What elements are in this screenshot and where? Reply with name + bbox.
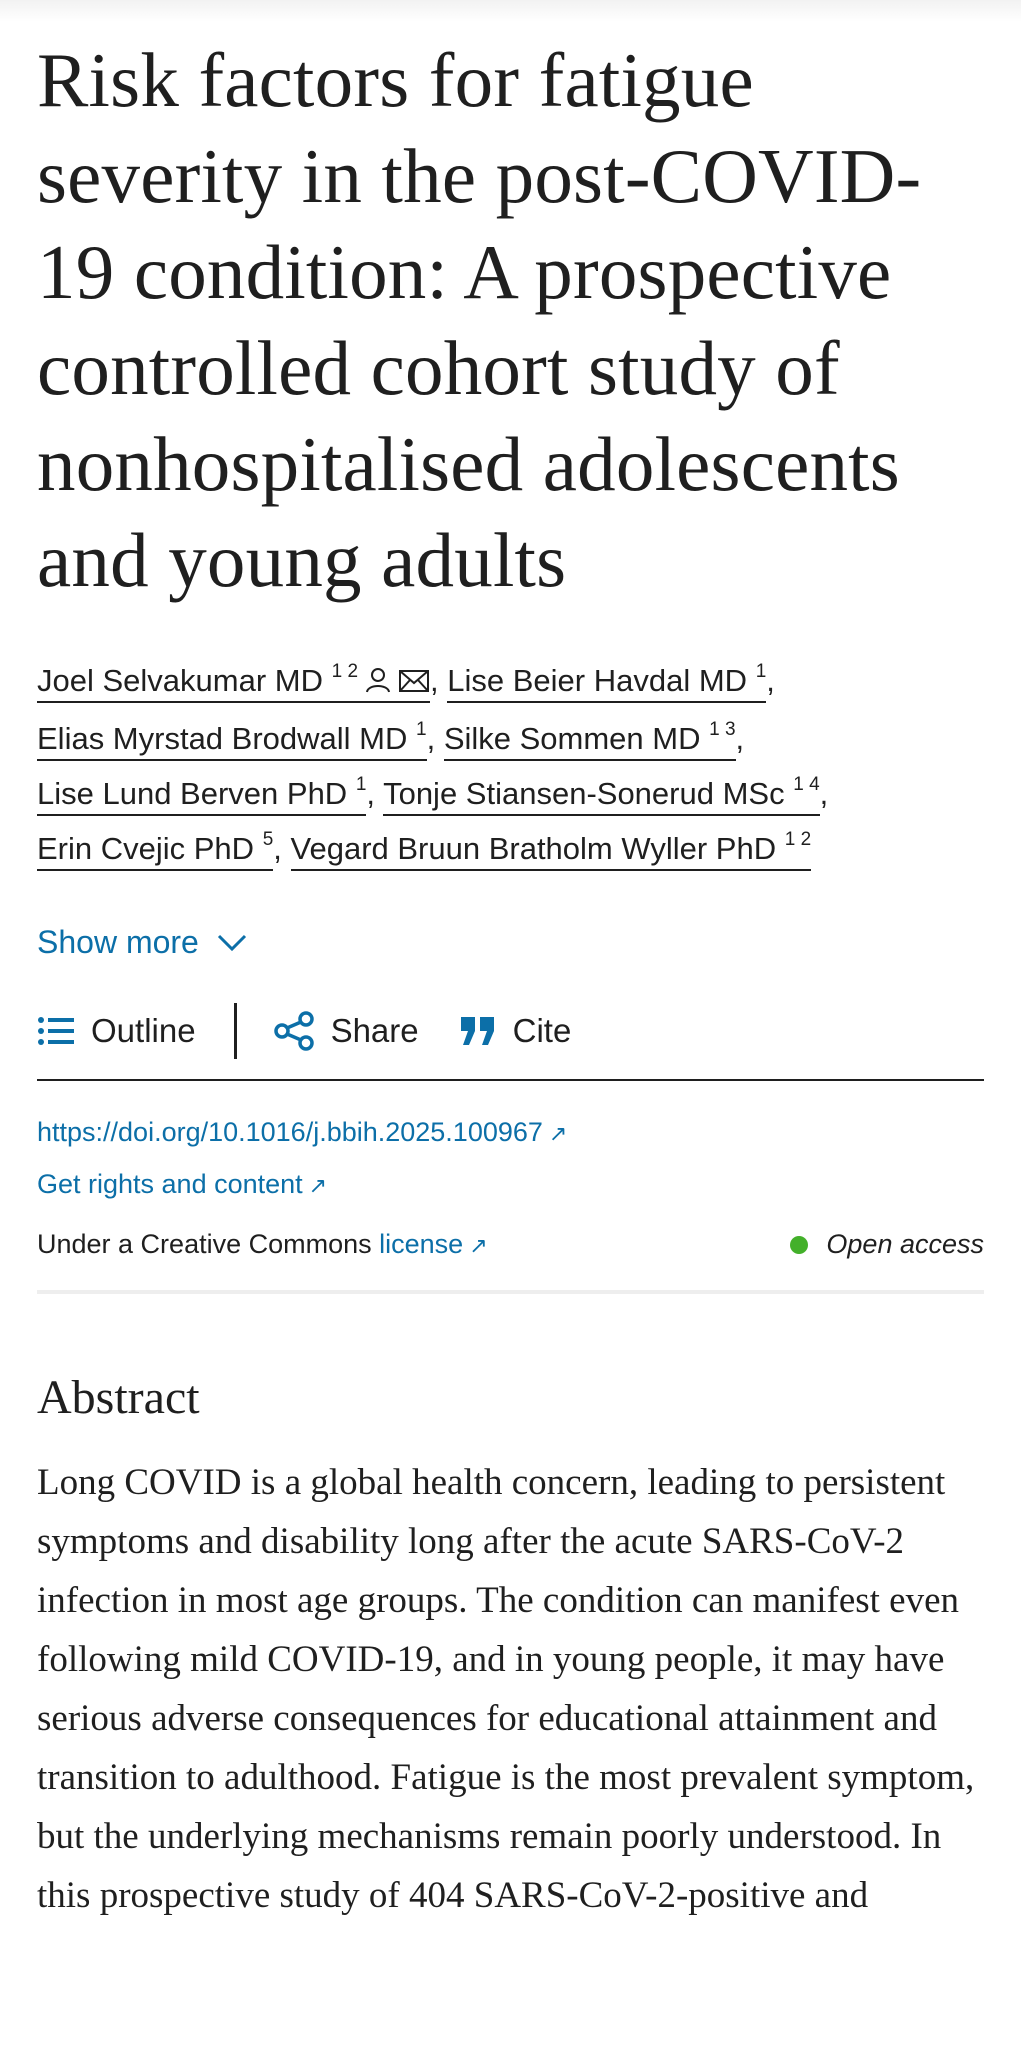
author-link[interactable]: Tonje Stiansen-Sonerud MSc $^{1 4}$: [383, 776, 820, 816]
article-toolbar: [37, 1001, 984, 1081]
browser-top-edge: [0, 0, 1021, 22]
cite-button[interactable]: [459, 1012, 572, 1050]
rights-link[interactable]: Get rights and content ↗: [37, 1169, 328, 1199]
author-link[interactable]: Lise Beier Havdal MD $^1$: [447, 663, 766, 703]
external-link-icon: ↗: [308, 1173, 328, 1198]
doi-link[interactable]: https://doi.org/10.1016/j.bbih.2025.100967 ↗: [37, 1117, 568, 1147]
article-title: Risk factors for fatigue severity in the post-COVID-19 condition: A prospective controlled cohort study of nonhospitalised adolescents and young adults: [37, 37, 922, 603]
open-access-badge: Open access: [790, 1229, 984, 1260]
license-link[interactable]: license ↗: [379, 1229, 488, 1259]
show-more-button[interactable]: [37, 924, 247, 961]
author-link[interactable]: Joel Selvakumar MD $^{1 2}$: [37, 663, 430, 703]
abstract-text: Long COVID is a global health concern, leading to persistent symptoms and disability long after the acute SARS-CoV-2 infection in most age groups. The condition can manifest even following mild COVID-19, and in young people, it may have serious adverse consequences for educational attainment and transition to adulthood. Fatigue is the most prevalent symptom, but the underlying mechanisms remain poorly understood. In this prospective study of 404 SARS-CoV-2-positive and: [37, 1462, 975, 1916]
article-links: [37, 1107, 984, 1211]
share-button[interactable]: [273, 1011, 419, 1051]
quote-icon: [459, 1015, 497, 1047]
author-link[interactable]: Silke Sommen MD $^{1 3}$: [444, 721, 736, 761]
chevron-down-icon: [217, 934, 247, 952]
cite-label: Cite: [512, 1012, 572, 1049]
author-link[interactable]: Vegard Bruun Bratholm Wyller PhD $^{1 2}$: [291, 831, 812, 871]
show-more-label: Show more: [37, 924, 199, 960]
external-link-icon: ↗: [548, 1121, 568, 1146]
share-label: Share: [330, 1012, 419, 1049]
author-list: Joel Selvakumar MD $^{1 2}$ , Lise Beier Havdal MD $^1$, Elias Myrstad Brodwall MD $^1$, Silke Sommen MD $^{1 3}$, Lise Lund Berven PhD $^1$, Tonje Stiansen-Sonerud MSc $^{1 4}$, Erin Cvejic PhD $^5$, Vegard Bruun Bratholm Wyller PhD $^{1 2}$: [37, 653, 984, 876]
license-text: Under a Creative Commons license ↗: [37, 1229, 488, 1259]
share-icon: [273, 1011, 315, 1051]
article-page: [0, 32, 1021, 1925]
list-icon: [37, 1015, 75, 1047]
mail-icon: [398, 656, 430, 711]
author-link[interactable]: Elias Myrstad Brodwall MD $^1$: [37, 721, 427, 761]
open-access-dot-icon: [790, 1236, 808, 1254]
abstract-heading: Abstract: [37, 1371, 200, 1424]
outline-label: Outline: [91, 1012, 196, 1049]
author-link[interactable]: Lise Lund Berven PhD $^1$: [37, 776, 366, 816]
license-row: [37, 1229, 984, 1294]
person-icon: [364, 656, 392, 711]
outline-button[interactable]: [37, 1012, 196, 1050]
toolbar-divider: [234, 1003, 237, 1059]
author-link[interactable]: Erin Cvejic PhD $^5$: [37, 831, 273, 871]
external-link-icon: ↗: [469, 1233, 488, 1258]
